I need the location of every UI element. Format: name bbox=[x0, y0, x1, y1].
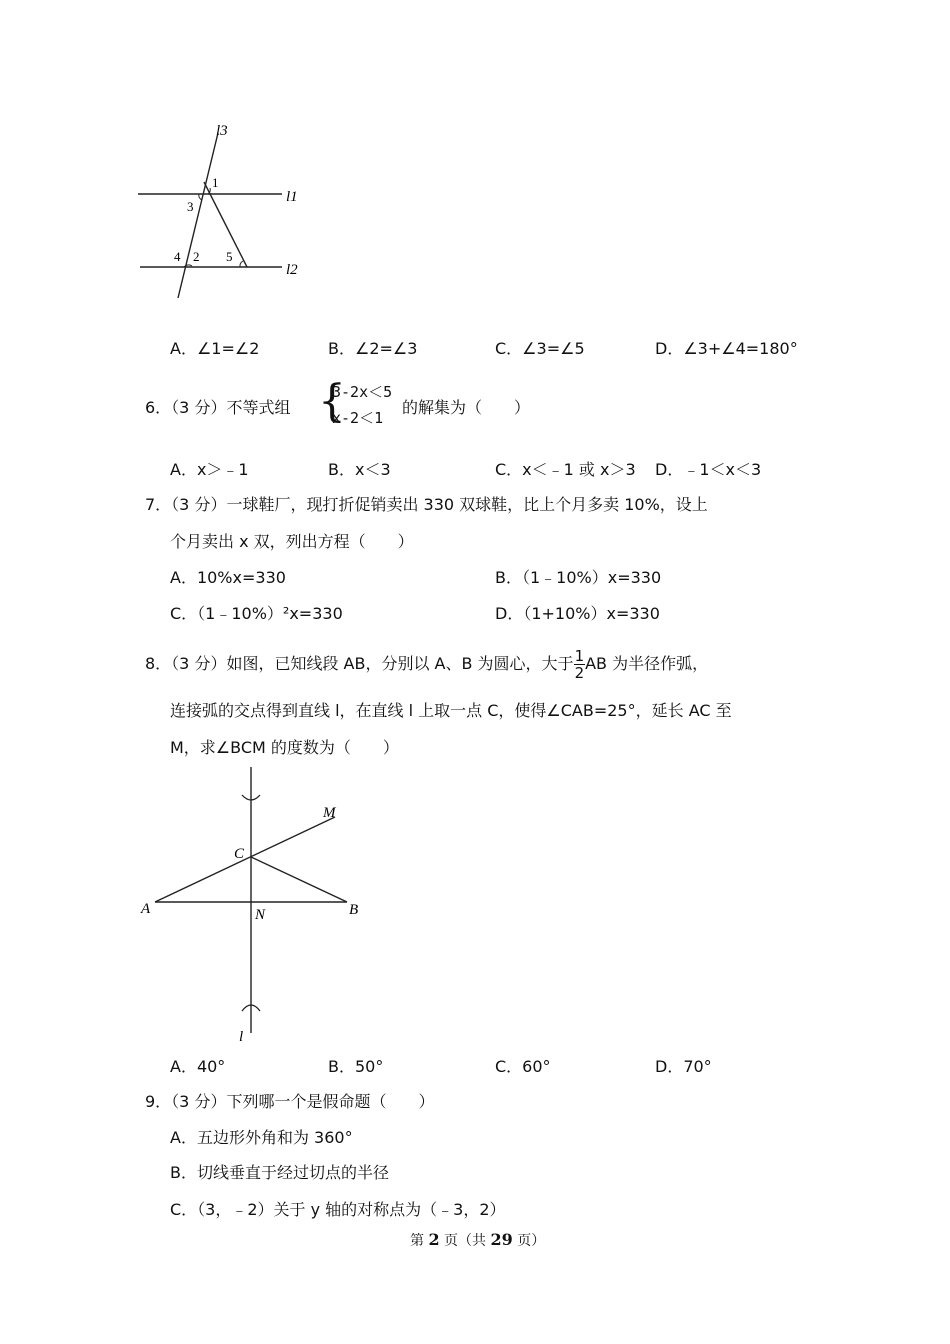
parallel-lines-figure bbox=[130, 115, 330, 305]
footer-total-pages: 29 bbox=[490, 1230, 513, 1249]
q6-option-c[interactable]: C．x＜﹣1 或 x＞3 bbox=[495, 460, 636, 479]
q8-stem-line1 bbox=[145, 648, 708, 681]
q6-stem-prefix: 6．（3 分）不等式组 bbox=[145, 398, 291, 417]
q9-stem: 9．（3 分）下列哪一个是假命题（ ） bbox=[145, 1092, 435, 1111]
q9-option-c[interactable]: C．（3，﹣2）关于 y 轴的对称点为（﹣3，2） bbox=[170, 1200, 506, 1219]
q6-inequality-2: x-2＜1 bbox=[332, 409, 384, 427]
label-l: l bbox=[239, 1029, 244, 1045]
page-footer bbox=[410, 1230, 545, 1250]
q7-option-c[interactable]: C．（1﹣10%）²x=330 bbox=[170, 604, 343, 623]
label-b: B bbox=[349, 902, 359, 918]
label-5: 5 bbox=[226, 249, 233, 264]
label-m: M bbox=[323, 805, 336, 821]
footer-page-number: 2 bbox=[428, 1230, 440, 1249]
q6-option-b[interactable]: B．x＜3 bbox=[328, 460, 391, 479]
q6-stem-suffix: 的解集为（ ） bbox=[402, 398, 531, 417]
label-4: 4 bbox=[174, 249, 181, 264]
q6-option-d[interactable]: D．﹣1＜x＜3 bbox=[655, 460, 762, 479]
q6-brace: { bbox=[318, 376, 346, 427]
q8-option-a[interactable]: A．40° bbox=[170, 1057, 226, 1076]
label-a: A bbox=[141, 901, 151, 917]
q5-option-c[interactable]: C．∠3=∠5 bbox=[495, 339, 585, 358]
q8-stem-line1-b: AB 为半径作弧， bbox=[585, 654, 709, 673]
q8-option-b[interactable]: B．50° bbox=[328, 1057, 384, 1076]
q7-option-b[interactable]: B．（1﹣10%）x=330 bbox=[495, 568, 662, 587]
q8-fraction bbox=[574, 648, 586, 681]
q5-option-b[interactable]: B．∠2=∠3 bbox=[328, 339, 418, 358]
footer-mid: 页（共 bbox=[444, 1233, 487, 1249]
q7-stem-line1: 7．（3 分）一球鞋厂，现打折促销卖出 330 双球鞋，比上个月多卖 10%，设上 bbox=[145, 495, 708, 514]
label-1: 1 bbox=[212, 175, 219, 190]
segment-am bbox=[155, 817, 335, 902]
q8-fraction-denominator: 2 bbox=[574, 664, 585, 682]
q8-stem-line3: M，求∠BCM 的度数为（ ） bbox=[170, 738, 399, 757]
label-l2: l2 bbox=[286, 262, 298, 278]
q8-stem-line2: 连接弧的交点得到直线 l，在直线 l 上取一点 C，使得∠CAB=25°，延长 AC 至 bbox=[170, 701, 732, 720]
q7-stem-line2: 个月卖出 x 双，列出方程（ ） bbox=[170, 532, 414, 551]
q8-option-d[interactable]: D．70° bbox=[655, 1057, 712, 1076]
footer-pre: 第 bbox=[410, 1233, 424, 1249]
segment-cb bbox=[251, 857, 347, 902]
q9-option-a[interactable]: A．五边形外角和为 360° bbox=[170, 1128, 353, 1147]
q5-option-a[interactable]: A．∠1=∠2 bbox=[170, 339, 260, 358]
q5-option-d[interactable]: D．∠3+∠4=180° bbox=[655, 339, 798, 358]
q9-option-b[interactable]: B．切线垂直于经过切点的半径 bbox=[170, 1163, 389, 1182]
bisector-figure bbox=[135, 765, 375, 1045]
label-l3: l3 bbox=[216, 123, 228, 139]
q8-option-c[interactable]: C．60° bbox=[495, 1057, 551, 1076]
label-n: N bbox=[255, 907, 266, 923]
q6-option-a[interactable]: A．x＞﹣1 bbox=[170, 460, 249, 479]
q8-stem-line1-a: 8．（3 分）如图，已知线段 AB，分别以 A、B 为圆心，大于 bbox=[145, 654, 574, 673]
q8-fraction-numerator: 1 bbox=[574, 647, 585, 665]
label-2: 2 bbox=[193, 249, 200, 264]
q7-option-a[interactable]: A．10%x=330 bbox=[170, 568, 286, 587]
q7-option-d[interactable]: D．（1+10%）x=330 bbox=[495, 604, 660, 623]
line-l3 bbox=[178, 133, 218, 298]
footer-post: 页） bbox=[517, 1233, 546, 1249]
angle-mark-5 bbox=[240, 261, 243, 267]
label-c: C bbox=[234, 846, 245, 862]
q6-inequality-1: 3-2x＜5 bbox=[332, 383, 393, 401]
label-l1: l1 bbox=[286, 189, 298, 205]
label-3: 3 bbox=[187, 199, 194, 214]
